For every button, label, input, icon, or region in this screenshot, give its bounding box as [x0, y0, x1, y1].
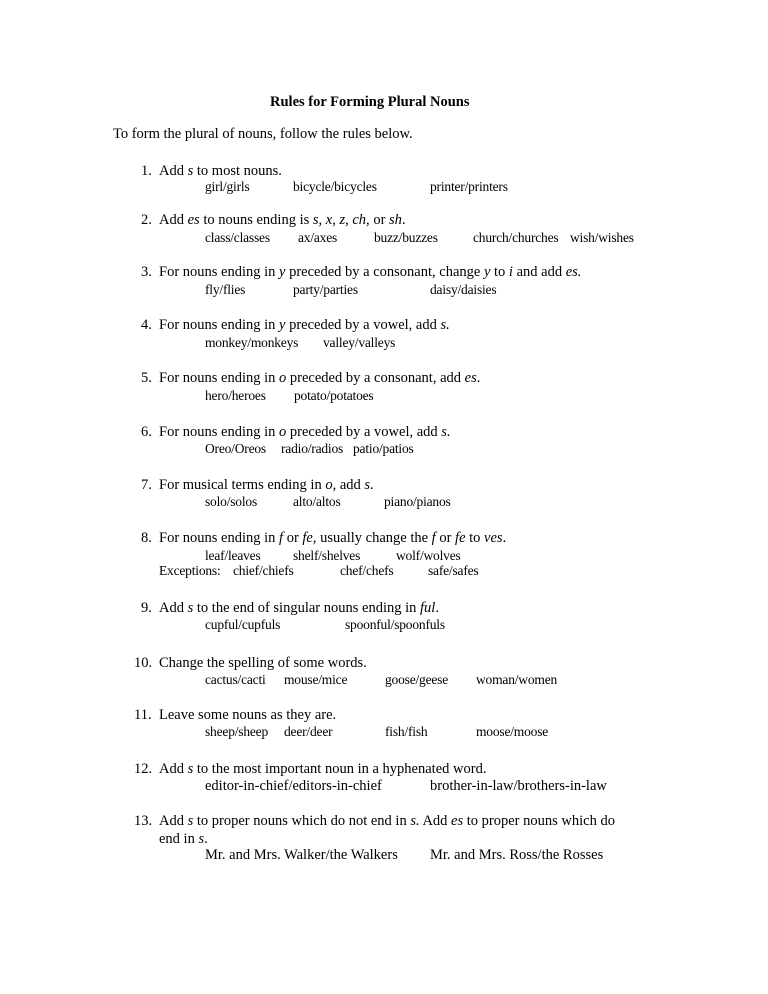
- rule-text: Change the spelling of some words.: [159, 655, 367, 671]
- exception-pair: chef/chefs: [340, 563, 394, 578]
- rule-number: 3.: [141, 264, 152, 280]
- example-pair: moose/moose: [476, 724, 549, 739]
- example-pair: hero/heroes: [205, 388, 266, 403]
- rule-number: 8.: [141, 530, 152, 546]
- example-pair: patio/patios: [353, 441, 414, 456]
- example-pair: party/parties: [293, 282, 358, 297]
- example-pair: shelf/shelves: [293, 548, 361, 563]
- example-pair: Oreo/Oreos: [205, 441, 266, 456]
- exception-pair: safe/safes: [428, 563, 479, 578]
- example-pair: fly/flies: [205, 282, 246, 297]
- rule-text: For nouns ending in y preceded by a consonant, change y to i and add es.: [159, 264, 582, 280]
- rule-text-continued: end in s.: [159, 831, 208, 847]
- rule-number: 13.: [134, 813, 153, 829]
- example-pair: deer/deer: [284, 724, 333, 739]
- example-pair: valley/valleys: [323, 335, 396, 350]
- example-pair: leaf/leaves: [205, 548, 261, 563]
- example-pair: wish/wishes: [570, 230, 634, 245]
- example-pair: monkey/monkeys: [205, 335, 299, 350]
- example-pair: Mr. and Mrs. Ross/the Rosses: [430, 847, 604, 863]
- example-pair: goose/geese: [385, 672, 449, 687]
- example-pair: piano/pianos: [384, 494, 451, 509]
- rule-text: Add es to nouns ending is s, x, z, ch, or sh.: [159, 212, 406, 228]
- example-pair: alto/altos: [293, 494, 341, 509]
- example-pair: solo/solos: [205, 494, 258, 509]
- rule-number: 10.: [134, 655, 153, 671]
- example-pair: fish/fish: [385, 724, 428, 739]
- example-pair: ax/axes: [298, 230, 338, 245]
- rule-number: 7.: [141, 477, 152, 493]
- page-title: Rules for Forming Plural Nouns: [270, 94, 470, 110]
- rule-number: 2.: [141, 212, 152, 228]
- intro-text: To form the plural of nouns, follow the rules below.: [113, 126, 413, 142]
- example-pair: class/classes: [205, 230, 270, 245]
- example-pair: radio/radios: [281, 441, 344, 456]
- example-pair: bicycle/bicycles: [293, 179, 377, 194]
- rule-text: For nouns ending in f or fe, usually change the f or fe to ves.: [159, 530, 507, 546]
- rule-text: For nouns ending in o preceded by a consonant, add es.: [159, 370, 481, 386]
- rule-text: For nouns ending in y preceded by a vowel, add s.: [159, 317, 450, 333]
- example-pair: woman/women: [476, 672, 558, 687]
- rule-text: Add s to proper nouns which do not end in s. Add es to proper nouns which do: [159, 813, 615, 829]
- exceptions-label: Exceptions:: [159, 563, 221, 578]
- example-pair: wolf/wolves: [396, 548, 461, 563]
- rule-number: 12.: [134, 761, 153, 777]
- example-pair: sheep/sheep: [205, 724, 269, 739]
- rule-text: Add s to the end of singular nouns ending in ful.: [159, 600, 439, 616]
- example-pair: brother-in-law/brothers-in-law: [430, 778, 607, 794]
- example-pair: church/churches: [473, 230, 559, 245]
- rule-text: Add s to the most important noun in a hyphenated word.: [159, 761, 487, 777]
- exception-pair: chief/chiefs: [233, 563, 294, 578]
- example-pair: mouse/mice: [284, 672, 348, 687]
- rule-number: 5.: [141, 370, 152, 386]
- rule-number: 6.: [141, 424, 152, 440]
- example-pair: editor-in-chief/editors-in-chief: [205, 778, 382, 794]
- rule-text: For nouns ending in o preceded by a vowel, add s.: [159, 424, 451, 440]
- rule-text: Add s to most nouns.: [159, 163, 282, 179]
- example-pair: spoonful/spoonfuls: [345, 617, 445, 632]
- example-pair: buzz/buzzes: [374, 230, 438, 245]
- rule-number: 4.: [141, 317, 152, 333]
- example-pair: Mr. and Mrs. Walker/the Walkers: [205, 847, 398, 863]
- example-pair: printer/printers: [430, 179, 508, 194]
- rule-text: For musical terms ending in o, add s.: [159, 477, 374, 493]
- rule-text: Leave some nouns as they are.: [159, 707, 337, 723]
- example-pair: cupful/cupfuls: [205, 617, 281, 632]
- rule-number: 9.: [141, 600, 152, 616]
- rule-number: 11.: [134, 707, 152, 723]
- rule-number: 1.: [141, 163, 152, 179]
- example-pair: girl/girls: [205, 179, 250, 194]
- example-pair: potato/potatoes: [294, 388, 374, 403]
- example-pair: daisy/daisies: [430, 282, 497, 297]
- example-pair: cactus/cacti: [205, 672, 266, 687]
